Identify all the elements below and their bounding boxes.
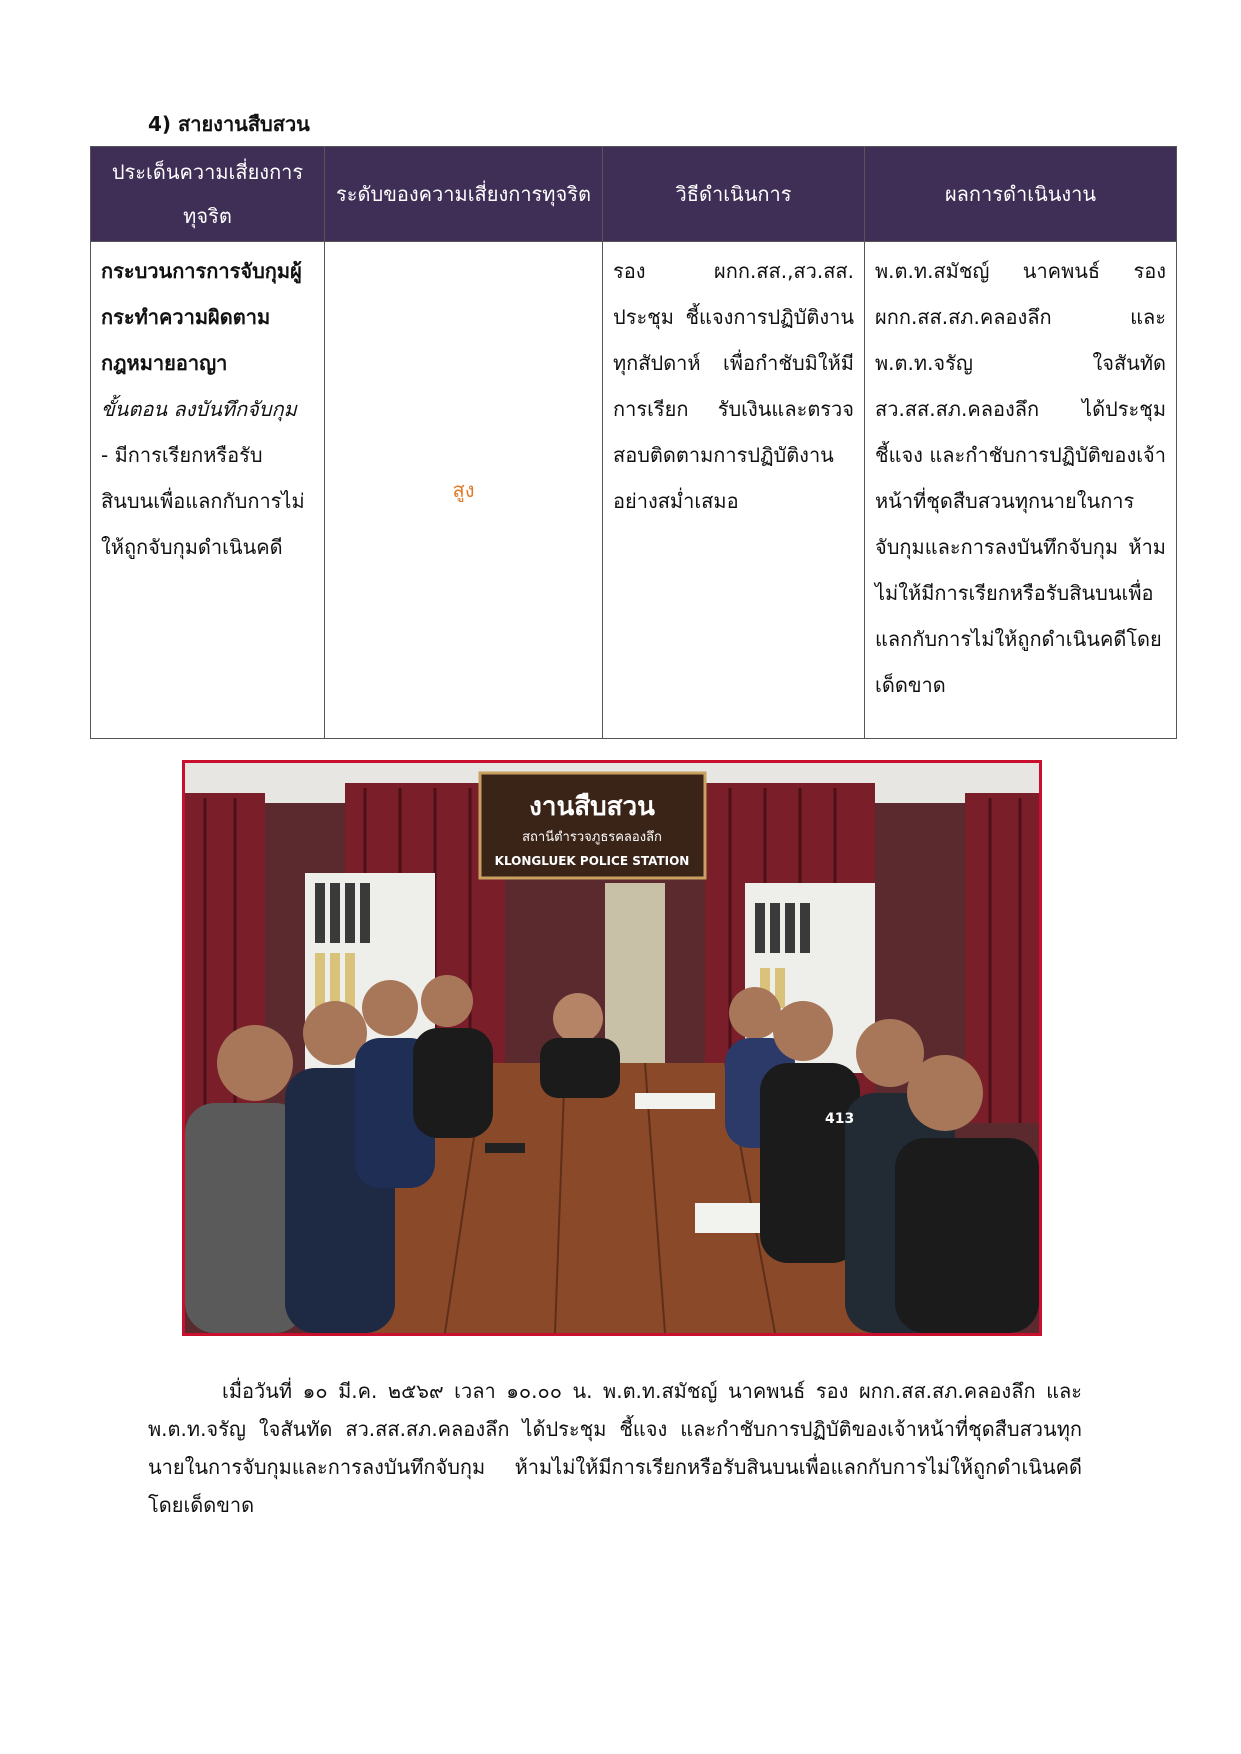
sign-line3: KLONGLUEK POLICE STATION: [494, 854, 690, 868]
issue-description: - มีการเรียกหรือรับสินบนเพื่อแลกกับการไม่ให้ถูกจับกุมดำเนินคดี: [101, 443, 305, 559]
table-row: [91, 242, 1177, 739]
table-header-row: [91, 147, 1177, 242]
sign-line1: งานสืบสวน: [529, 792, 655, 822]
risk-table: [90, 146, 1177, 739]
header-result: ผลการดำเนินงาน: [865, 147, 1177, 242]
header-risk-level: ระดับของความเสี่ยงการทุจริต: [325, 147, 603, 242]
cell-method: รอง ผกก.สส.,สว.สส. ประชุม ชี้แจงการปฏิบัติงานทุกสัปดาห์ เพื่อกำชับมิให้มีการเรียก รับเงินและตรวจสอบติดตามการปฏิบัติงานอย่างสม่ำเสมอ: [603, 242, 865, 739]
meeting-photo-illustration: [185, 763, 1039, 1333]
issue-title: กระบวนการการจับกุมผู้กระทำความผิดตามกฎหมายอาญา: [101, 259, 302, 375]
vest-number: 413: [825, 1111, 855, 1127]
section-title: 4) สายงานสืบสวน: [148, 112, 310, 136]
cell-risk-level: สูง: [325, 242, 603, 739]
header-risk-issue: ประเด็นความเสี่ยงการทุจริต: [91, 147, 325, 242]
cell-risk-issue: [91, 242, 325, 739]
issue-step: ขั้นตอน ลงบันทึกจับกุม: [101, 397, 297, 421]
photo-caption: เมื่อวันที่ ๑๐ มี.ค. ๒๕๖๙ เวลา ๑๐.๐๐ น. พ.ต.ท.สมัชญ์ นาคพนธ์ รอง ผกก.สส.สภ.คลองลึก และ พ.ต.ท.จรัญ ใจสันทัด สว.สส.สภ.คลองลึก ได้ประชุม ชี้แจง และกำชับการปฏิบัติของเจ้าหน้าที่ชุดสืบสวนทุกนายในการจับกุมและการลงบันทึกจับกุม ห้ามไม่ให้มีการเรียกหรือรับสินบนเพื่อแลกกับการไม่ให้ถูกดำเนินคดีโดยเด็ดขาด: [148, 1379, 1082, 1517]
sign-line2: สถานีตำรวจภูธรคลองลึก: [522, 830, 662, 845]
cell-result: พ.ต.ท.สมัชญ์ นาคพนธ์ รอง ผกก.สส.สภ.คลองลึก และ พ.ต.ท.จรัญ ใจสันทัด สว.สส.สภ.คลองลึก ได้ประชุม ชี้แจง และกำชับการปฏิบัติของเจ้าหน้าที่ชุดสืบสวนทุกนายในการจับกุมและการลงบันทึกจับกุม ห้ามไม่ให้มีการเรียกหรือรับสินบนเพื่อแลกกับการไม่ให้ถูกดำเนินคดีโดยเด็ดขาด: [865, 242, 1177, 739]
meeting-photo: [182, 760, 1042, 1336]
header-method: วิธีดำเนินการ: [603, 147, 865, 242]
